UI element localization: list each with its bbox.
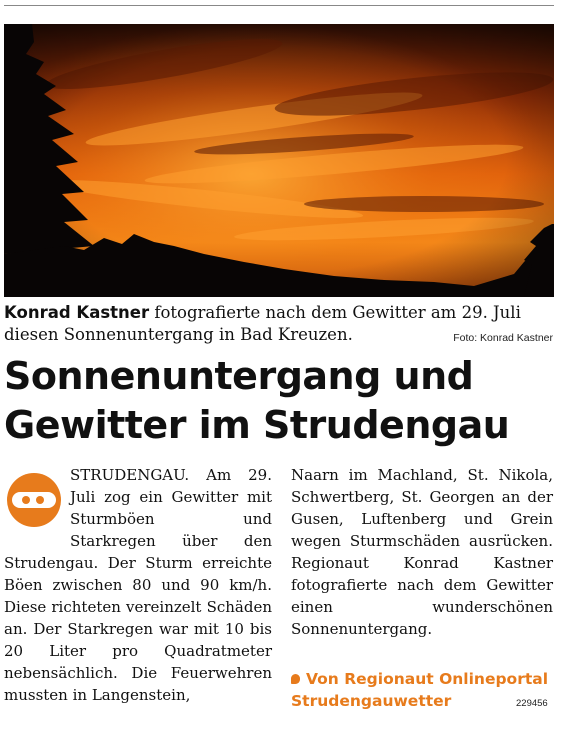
article-code: 229456 [516,698,548,709]
byline-text: Von Regionaut Onlineportal Strudengauwetter [291,670,549,710]
sunset-photo [4,24,554,297]
headline: Sonnenuntergang und Gewitter im Strudengau [4,354,510,447]
body-text-col2: Naarn im Machland, St. Nikola, Schwertberg, St. Georgen an der Gusen, Luftenberg und Grein wegen Sturmschäden ausrücken. Regionaut Konrad Kastner fotografierte nach dem Gewitter einen wunderschönen Sonnenuntergang. [291,466,553,638]
caption-author: Konrad Kastner [4,303,150,322]
bullet-icon [291,674,300,684]
top-rule [4,5,554,6]
photo-credit: Foto: Konrad Kastner [453,332,553,344]
caption-text: fotografierte nach dem Gewitter am 29. Juli diesen Sonnenuntergang in Bad Kreuzen. [4,303,521,344]
body-text-col1: STRUDENGAU. Am 29. Juli zog ein Gewitter mit Sturmböen und Starkregen über den Strudengau. Der Sturm erreichte Böen zwischen 80 und 90 km/h. Diese richteten vereinzelt Schäden an. Der Starkregen war mit 10 bis 20 Liter pro Quadratmeter nebensächlich. Die Feuerwehren mussten in Langenstein, [4,466,272,704]
body-column-1 [4,464,272,706]
body-column-2 [291,464,553,640]
regionaut-logo-icon [4,470,64,530]
byline [291,668,553,712]
